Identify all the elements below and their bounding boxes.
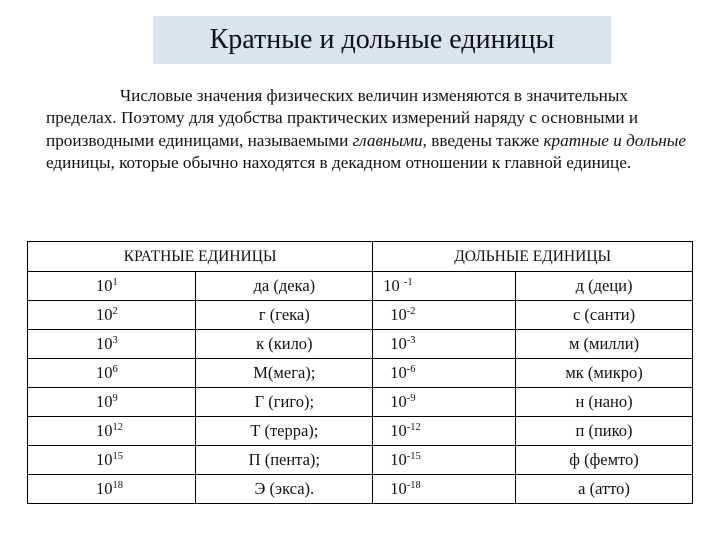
submultiple-power [373,330,516,359]
power-base: 10 [96,450,113,469]
intro-italic-multiple: кратные и дольные [543,130,687,150]
power-exponent: 1 [112,277,118,288]
power-base: 10 [96,392,113,411]
intro-italic-main: главными [352,130,423,150]
multiple-prefix: М(мега); [196,359,373,388]
power-exponent: -9 [406,393,416,404]
power-base: 10 [96,305,113,324]
multiple-prefix: Г (гиго); [196,388,373,417]
multiple-power [28,475,196,504]
header-multiple-units: КРАТНЫЕ ЕДИНИЦЫ [28,242,373,272]
power-exponent: 2 [112,306,118,317]
submultiple-power [373,301,516,330]
submultiple-power [373,359,516,388]
table-row [28,330,693,359]
submultiple-power [373,475,516,504]
intro-paragraph [46,85,696,175]
intro-text-part3: единицы, которые обычно находятся в декадном отношении к главной единице. [46,153,632,173]
multiple-prefix: Э (экса). [196,475,373,504]
power-exponent: -1 [403,277,413,288]
power-base: 10 [96,334,113,353]
table-row [28,388,693,417]
multiple-prefix: Т (терра); [196,417,373,446]
intro-text-part2: , введены также [422,130,544,150]
submultiple-prefix: д (деци) [516,272,693,301]
table-row [28,475,693,504]
multiple-power [28,330,196,359]
intro-text-part1: Числовые значения физических величин изменяются в значительных пределах. Поэтому для удобства практических измерений наряду с основными и производными единицами, называемыми [46,86,639,150]
multiple-power [28,388,196,417]
table-row [28,272,693,301]
submultiple-prefix: н (нано) [516,388,693,417]
power-base: 10 [96,479,113,498]
submultiple-prefix: п (пико) [516,417,693,446]
submultiple-power [373,272,516,301]
power-exponent: -12 [406,422,421,433]
power-exponent: -15 [406,451,421,462]
power-exponent: -3 [406,335,416,346]
power-base: 10 [96,276,113,295]
multiple-prefix: к (кило) [196,330,373,359]
submultiple-prefix: с (санти) [516,301,693,330]
table-row [28,446,693,475]
multiple-power [28,417,196,446]
power-base: 10 [390,421,407,440]
power-base: 10 [390,479,407,498]
table-row [28,301,693,330]
table-header-row [28,242,693,272]
power-base: 10 [96,421,113,440]
power-exponent: 15 [112,451,123,462]
power-exponent: 3 [112,335,118,346]
power-exponent: 12 [112,422,123,433]
submultiple-power [373,417,516,446]
multiple-power [28,272,196,301]
submultiple-power [373,388,516,417]
power-base: 10 [390,363,407,382]
power-base: 10 [383,276,404,295]
power-base: 10 [96,363,113,382]
power-exponent: 9 [112,393,118,404]
multiple-prefix: г (гека) [196,301,373,330]
submultiple-prefix: мк (микро) [516,359,693,388]
submultiple-prefix: ф (фемто) [516,446,693,475]
power-exponent: -2 [406,306,416,317]
multiple-prefix: П (пента); [196,446,373,475]
multiple-power [28,301,196,330]
power-base: 10 [390,450,407,469]
table-row [28,417,693,446]
power-base: 10 [390,334,407,353]
multiple-prefix: да (дека) [196,272,373,301]
power-exponent: -6 [406,364,416,375]
power-exponent: 6 [112,364,118,375]
submultiple-prefix: м (милли) [516,330,693,359]
page-title: Кратные и дольные единицы [153,16,611,64]
units-table [27,241,693,504]
submultiple-prefix: а (атто) [516,475,693,504]
table-row [28,359,693,388]
power-exponent: -18 [406,480,421,491]
units-table-body [28,272,693,504]
header-submultiple-units: ДОЛЬНЫЕ ЕДИНИЦЫ [373,242,693,272]
power-base: 10 [390,305,407,324]
multiple-power [28,446,196,475]
power-base: 10 [390,392,407,411]
multiple-power [28,359,196,388]
power-exponent: 18 [112,480,123,491]
submultiple-power [373,446,516,475]
